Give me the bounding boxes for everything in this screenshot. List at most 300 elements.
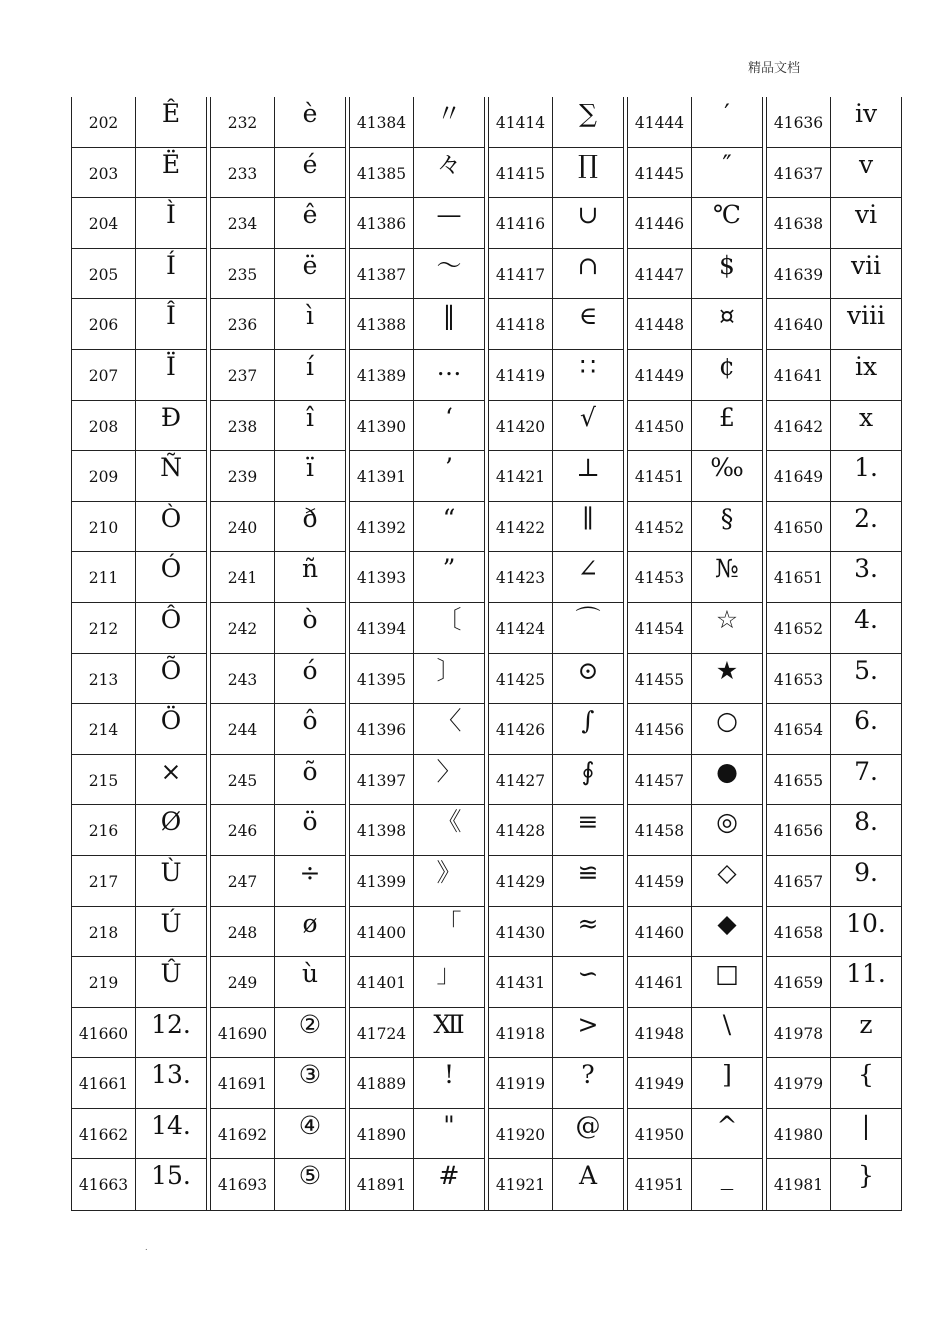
character-cell <box>692 401 762 452</box>
character-glyph: ⊙ <box>577 655 599 685</box>
character-cell <box>553 755 623 806</box>
code-value: 41391 <box>356 468 407 487</box>
code-value: 210 <box>88 518 119 537</box>
character-cell <box>136 97 206 148</box>
code-cell <box>628 1058 692 1109</box>
code-value: 41396 <box>356 721 407 740</box>
code-value: 41980 <box>773 1125 824 1144</box>
character-cell <box>553 97 623 148</box>
code-value: 41951 <box>634 1176 685 1195</box>
code-cell <box>72 1159 136 1210</box>
character-glyph: õ <box>302 756 318 786</box>
code-value: 41426 <box>495 721 546 740</box>
code-cell <box>489 907 553 958</box>
character-glyph: “ <box>442 503 456 533</box>
code-value: 208 <box>88 417 119 436</box>
code-value: 41400 <box>356 923 407 942</box>
character-glyph: ï <box>306 453 314 483</box>
code-cell <box>350 704 414 755</box>
code-cell <box>350 1008 414 1059</box>
code-value: 211 <box>88 569 119 588</box>
code-cell <box>767 907 831 958</box>
character-cell <box>275 148 345 199</box>
character-cell <box>831 907 901 958</box>
code-cell <box>350 856 414 907</box>
character-column <box>553 97 623 1210</box>
code-value: 41430 <box>495 923 546 942</box>
character-cell <box>275 805 345 856</box>
character-glyph: — <box>436 200 462 230</box>
character-cell <box>831 249 901 300</box>
code-column <box>350 97 414 1210</box>
code-column <box>72 97 136 1210</box>
character-glyph: ⅹ <box>858 402 874 432</box>
code-cell <box>628 502 692 553</box>
code-value: 203 <box>88 164 119 183</box>
code-cell <box>489 1109 553 1160</box>
code-value: 41394 <box>356 619 407 638</box>
character-cell <box>692 249 762 300</box>
character-cell <box>831 1058 901 1109</box>
code-cell <box>72 148 136 199</box>
character-cell <box>553 148 623 199</box>
code-cell <box>767 755 831 806</box>
character-cell <box>692 1159 762 1210</box>
code-cell <box>211 957 275 1008</box>
table-column-group <box>210 97 346 1210</box>
character-cell <box>692 1008 762 1059</box>
character-cell <box>553 1159 623 1210</box>
code-value: 41690 <box>217 1024 268 1043</box>
code-cell <box>489 502 553 553</box>
character-glyph: " <box>443 1110 455 1140</box>
code-cell <box>350 552 414 603</box>
character-cell <box>692 502 762 553</box>
code-value: 41948 <box>634 1024 685 1043</box>
character-glyph: ☆ <box>715 604 739 634</box>
character-cell <box>136 603 206 654</box>
character-glyph: ð <box>302 503 318 533</box>
code-cell <box>489 552 553 603</box>
code-cell <box>489 1159 553 1210</box>
character-glyph: □ <box>715 959 739 989</box>
code-cell <box>211 502 275 553</box>
character-cell <box>414 451 484 502</box>
character-cell <box>136 198 206 249</box>
code-value: 41457 <box>634 771 685 790</box>
code-value: 41950 <box>634 1125 685 1144</box>
character-cell <box>553 198 623 249</box>
character-glyph: § <box>720 503 734 533</box>
code-value: 41388 <box>356 316 407 335</box>
code-value: 41459 <box>634 872 685 891</box>
character-cell <box>553 451 623 502</box>
character-glyph: 《 <box>436 807 462 837</box>
character-glyph: × <box>160 756 182 786</box>
code-value: 233 <box>227 164 258 183</box>
code-cell <box>767 1008 831 1059</box>
character-glyph: ⅷ <box>846 301 886 331</box>
character-cell <box>414 654 484 705</box>
character-cell <box>275 350 345 401</box>
character-cell <box>831 755 901 806</box>
code-cell <box>211 603 275 654</box>
table-column-group <box>349 97 485 1210</box>
character-cell <box>831 451 901 502</box>
code-value: 41444 <box>634 114 685 132</box>
character-cell <box>831 350 901 401</box>
code-cell <box>72 654 136 705</box>
character-glyph: ′ <box>724 99 730 128</box>
code-value: 41454 <box>634 619 685 638</box>
character-glyph: ⌒ <box>575 604 601 634</box>
character-glyph: Ë <box>161 149 181 179</box>
character-glyph: ∫ <box>581 706 595 736</box>
character-cell <box>831 1159 901 1210</box>
code-value: 242 <box>227 619 258 638</box>
character-cell <box>136 552 206 603</box>
character-glyph: ] <box>722 1060 732 1090</box>
code-cell <box>72 957 136 1008</box>
character-glyph: é <box>302 149 318 179</box>
code-value: 41652 <box>773 619 824 638</box>
code-value: 41660 <box>78 1024 129 1043</box>
character-cell <box>831 654 901 705</box>
character-glyph: 々 <box>436 149 462 179</box>
character-glyph: ∮ <box>581 756 595 786</box>
character-cell <box>692 552 762 603</box>
character-glyph: ∷ <box>580 351 596 381</box>
code-value: 202 <box>88 114 119 132</box>
code-value: 41445 <box>634 164 685 183</box>
character-glyph: 2. <box>854 503 878 533</box>
character-glyph: 〕 <box>436 655 462 685</box>
code-cell <box>628 249 692 300</box>
character-cell <box>553 603 623 654</box>
character-cell <box>414 1058 484 1109</box>
code-cell <box>211 451 275 502</box>
code-value: 41693 <box>217 1176 268 1195</box>
character-cell <box>275 249 345 300</box>
code-cell <box>72 401 136 452</box>
character-cell <box>136 654 206 705</box>
code-column <box>767 97 831 1210</box>
character-glyph: ! <box>443 1060 455 1090</box>
character-glyph: ④ <box>298 1110 322 1140</box>
code-value: 41422 <box>495 518 546 537</box>
code-cell <box>72 1109 136 1160</box>
character-cell <box>553 249 623 300</box>
character-cell <box>275 1058 345 1109</box>
code-value: 41460 <box>634 923 685 942</box>
character-glyph: 15. <box>151 1161 191 1191</box>
character-cell <box>831 805 901 856</box>
character-glyph: ～ <box>436 250 462 280</box>
character-glyph: z <box>859 1009 873 1039</box>
code-value: 239 <box>227 468 258 487</box>
code-cell <box>767 805 831 856</box>
code-cell <box>350 502 414 553</box>
code-cell <box>350 603 414 654</box>
character-glyph: ^ <box>716 1110 738 1140</box>
character-glyph: ⊥ <box>576 453 600 483</box>
character-cell <box>553 856 623 907</box>
code-cell <box>72 299 136 350</box>
code-cell <box>628 1159 692 1210</box>
code-cell <box>767 198 831 249</box>
code-cell <box>767 350 831 401</box>
character-column <box>275 97 345 1210</box>
code-cell <box>72 704 136 755</box>
code-cell <box>211 401 275 452</box>
character-glyph: 8. <box>854 807 878 837</box>
character-cell <box>275 755 345 806</box>
code-cell <box>628 654 692 705</box>
character-cell <box>553 350 623 401</box>
character-cell <box>136 451 206 502</box>
character-glyph: ② <box>298 1009 322 1039</box>
code-cell <box>767 451 831 502</box>
code-value: 41397 <box>356 771 407 790</box>
code-value: 41890 <box>356 1125 407 1144</box>
code-cell <box>350 1109 414 1160</box>
character-cell <box>831 1109 901 1160</box>
code-cell <box>211 1159 275 1210</box>
character-glyph: Ê <box>161 99 181 128</box>
code-cell <box>489 957 553 1008</box>
character-cell <box>692 97 762 148</box>
code-value: 41415 <box>495 164 546 183</box>
character-cell <box>275 603 345 654</box>
code-cell <box>211 552 275 603</box>
character-glyph: £ <box>719 402 735 432</box>
character-cell <box>692 603 762 654</box>
table-column-group <box>766 97 902 1210</box>
character-glyph: ö <box>302 807 318 837</box>
code-column <box>628 97 692 1210</box>
character-glyph: Ò <box>160 503 182 533</box>
character-glyph: ∏ <box>578 149 598 179</box>
code-value: 41692 <box>217 1125 268 1144</box>
character-column <box>414 97 484 1210</box>
character-glyph: 5. <box>854 655 878 685</box>
code-value: 235 <box>227 265 258 284</box>
code-value: 41447 <box>634 265 685 284</box>
character-glyph: ë <box>302 250 318 280</box>
code-cell <box>489 198 553 249</box>
code-value: 41455 <box>634 670 685 689</box>
code-cell <box>767 704 831 755</box>
character-glyph: ≌ <box>577 857 599 887</box>
code-cell <box>211 97 275 148</box>
code-value: 41655 <box>773 771 824 790</box>
code-value: 41637 <box>773 164 824 183</box>
code-cell <box>489 654 553 705</box>
code-value: 249 <box>227 974 258 993</box>
code-value: 234 <box>227 215 258 234</box>
code-cell <box>628 350 692 401</box>
character-cell <box>414 1008 484 1059</box>
code-value: 241 <box>227 569 258 588</box>
character-cell <box>136 148 206 199</box>
character-cell <box>275 654 345 705</box>
character-cell <box>553 1109 623 1160</box>
character-column <box>831 97 901 1210</box>
character-cell <box>414 502 484 553</box>
code-cell <box>72 451 136 502</box>
character-glyph: ③ <box>298 1060 322 1090</box>
code-value: 41395 <box>356 670 407 689</box>
code-cell <box>489 805 553 856</box>
character-cell <box>692 907 762 958</box>
code-cell <box>489 856 553 907</box>
character-glyph: 〔 <box>436 604 462 634</box>
character-glyph: … <box>436 351 462 381</box>
character-cell <box>553 654 623 705</box>
code-value: 41451 <box>634 468 685 487</box>
page-header-watermark: 精品文档 <box>748 61 801 76</box>
character-glyph: A <box>578 1161 598 1191</box>
character-cell <box>414 299 484 350</box>
code-cell <box>211 755 275 806</box>
character-cell <box>831 148 901 199</box>
character-cell <box>275 552 345 603</box>
code-value: 237 <box>227 366 258 385</box>
code-cell <box>767 552 831 603</box>
code-value: 41691 <box>217 1075 268 1094</box>
character-glyph: 〉 <box>436 756 462 786</box>
code-value: 41662 <box>78 1125 129 1144</box>
code-value: 41418 <box>495 316 546 335</box>
character-glyph: ∑ <box>579 99 597 128</box>
code-cell <box>72 1058 136 1109</box>
code-cell <box>350 249 414 300</box>
code-value: 41724 <box>356 1024 407 1043</box>
character-glyph: ? <box>581 1060 595 1090</box>
code-value: 243 <box>227 670 258 689</box>
code-value: 41638 <box>773 215 824 234</box>
character-glyph: ⑤ <box>298 1161 322 1191</box>
code-value: 41393 <box>356 569 407 588</box>
character-glyph: Ö <box>160 706 182 736</box>
character-glyph: 3. <box>854 554 878 584</box>
code-value: 41449 <box>634 366 685 385</box>
code-cell <box>211 1109 275 1160</box>
character-glyph: ◆ <box>717 908 737 938</box>
character-cell <box>136 1109 206 1160</box>
code-value: 41651 <box>773 569 824 588</box>
character-glyph: | <box>861 1110 871 1140</box>
character-cell <box>275 1008 345 1059</box>
code-value: 41979 <box>773 1075 824 1094</box>
code-cell <box>72 755 136 806</box>
character-glyph: } <box>858 1161 874 1191</box>
code-cell <box>350 1159 414 1210</box>
code-value: 207 <box>88 366 119 385</box>
code-cell <box>72 350 136 401</box>
character-cell <box>692 1058 762 1109</box>
character-glyph: 6. <box>854 706 878 736</box>
code-value: 41399 <box>356 872 407 891</box>
code-cell <box>350 907 414 958</box>
character-cell <box>136 1008 206 1059</box>
character-glyph: Ñ <box>160 453 182 483</box>
character-glyph: Ï <box>166 351 176 381</box>
code-cell <box>767 1058 831 1109</box>
character-cell <box>136 856 206 907</box>
character-cell <box>553 299 623 350</box>
code-cell <box>211 1008 275 1059</box>
character-glyph: Ú <box>160 908 182 938</box>
code-value: 41424 <box>495 619 546 638</box>
character-glyph: ó <box>302 655 318 685</box>
character-glyph: 10. <box>846 908 886 938</box>
character-cell <box>553 907 623 958</box>
character-cell <box>136 502 206 553</box>
code-cell <box>211 654 275 705</box>
code-cell <box>767 957 831 1008</box>
character-cell <box>136 755 206 806</box>
character-glyph: ∥ <box>582 503 594 533</box>
character-glyph: Î <box>166 301 176 331</box>
character-cell <box>553 957 623 1008</box>
code-value: 240 <box>227 518 258 537</box>
character-cell <box>414 97 484 148</box>
code-value: 41427 <box>495 771 546 790</box>
code-value: 41658 <box>773 923 824 942</box>
code-value: 41921 <box>495 1176 546 1195</box>
code-cell <box>211 1058 275 1109</box>
code-cell <box>211 249 275 300</box>
character-glyph: Ó <box>160 554 182 584</box>
character-glyph: 1. <box>854 453 878 483</box>
code-cell <box>489 97 553 148</box>
character-glyph: 「 <box>436 908 462 938</box>
code-cell <box>489 249 553 300</box>
code-cell <box>628 755 692 806</box>
code-value: 41392 <box>356 518 407 537</box>
code-cell <box>211 805 275 856</box>
code-cell <box>350 451 414 502</box>
character-cell <box>831 603 901 654</box>
code-value: 219 <box>88 974 119 993</box>
code-cell <box>211 299 275 350</box>
character-cell <box>692 350 762 401</box>
character-cell <box>553 502 623 553</box>
code-cell <box>72 97 136 148</box>
character-glyph: ¢ <box>719 351 735 381</box>
code-cell <box>628 907 692 958</box>
character-cell <box>692 704 762 755</box>
character-glyph: ⅶ <box>850 250 882 280</box>
code-cell <box>72 552 136 603</box>
code-value: 236 <box>227 316 258 335</box>
code-value: 217 <box>88 872 119 891</box>
character-glyph: ò <box>302 604 318 634</box>
code-value: 41450 <box>634 417 685 436</box>
character-column <box>692 97 762 1210</box>
code-column <box>489 97 553 1210</box>
character-cell <box>275 401 345 452</box>
code-value: 41656 <box>773 822 824 841</box>
code-value: 41461 <box>634 974 685 993</box>
character-glyph: 》 <box>436 857 462 887</box>
character-glyph: Û <box>160 959 182 989</box>
code-value: 218 <box>88 923 119 942</box>
character-cell <box>414 148 484 199</box>
character-glyph: ¤ <box>719 301 735 331</box>
character-glyph: 〈 <box>436 706 462 736</box>
